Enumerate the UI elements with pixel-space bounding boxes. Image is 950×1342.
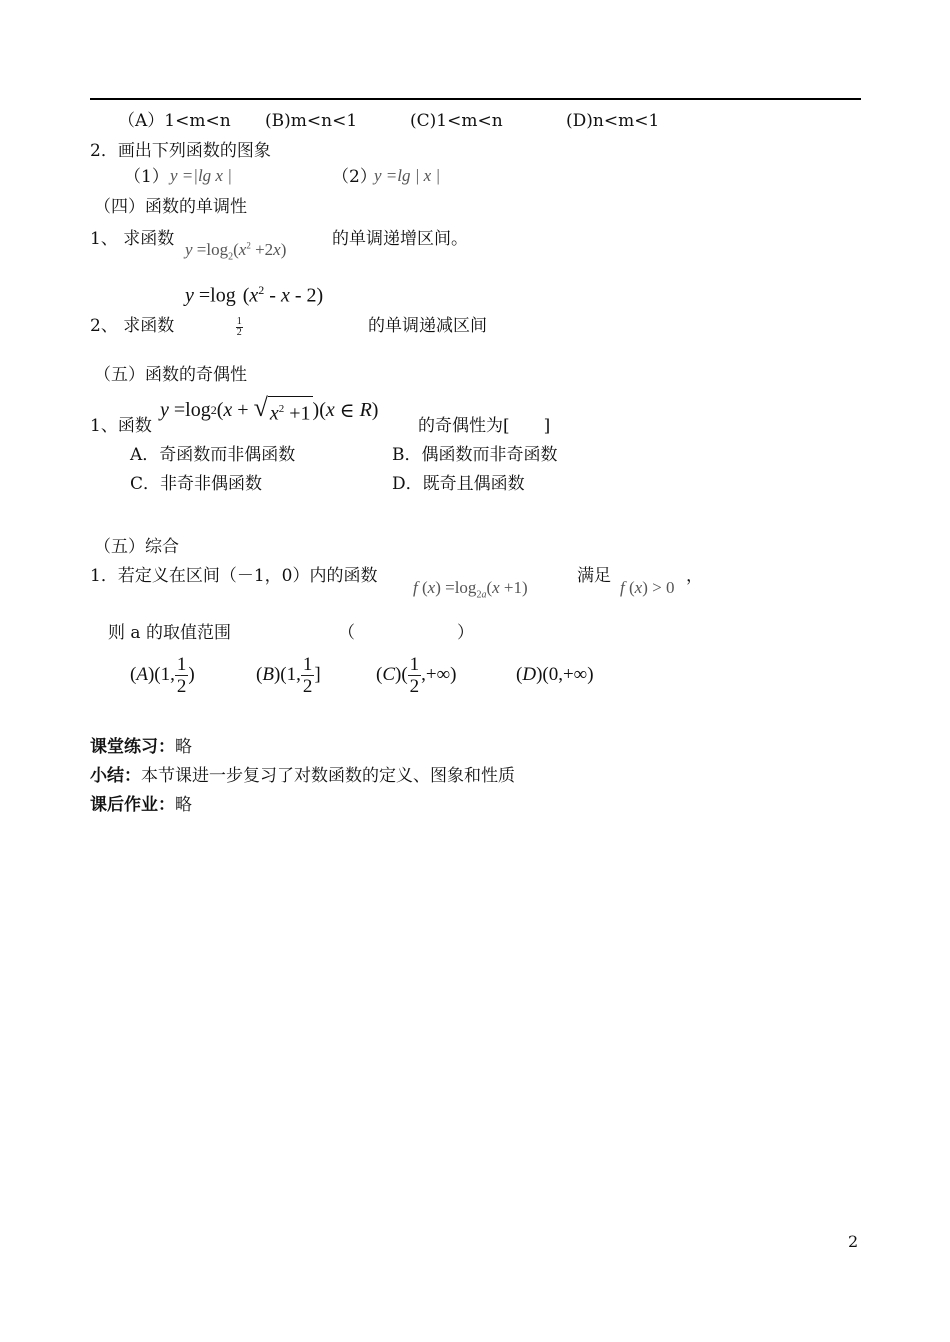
summary-label: 小结：: [90, 766, 141, 786]
section-6-option-b: (B)(1, $\frac{1}{2}$ ]: [256, 654, 321, 698]
question-2-text: 2．画出下列函数的图象: [90, 141, 271, 161]
homework-text: 略: [175, 795, 192, 815]
question-2-sub1-label: （1）: [124, 167, 169, 187]
prev-option-c: (C)1<m<n: [410, 111, 503, 131]
section-6-q1-line2: 则 a 的取值范围: [108, 623, 231, 643]
section-5-q1-prefix: 1、函数: [90, 416, 152, 436]
practice-label: 课堂练习：: [90, 737, 175, 757]
prev-option-a: （A）1<m<n: [118, 111, 231, 131]
summary-text: 本节课进一步复习了对数函数的定义、图象和性质: [141, 766, 515, 786]
section-6-q1-answer-paren: （ ）: [338, 623, 474, 643]
section-6-q1-condition: f (x) > 0: [620, 578, 675, 597]
practice-line: [90, 737, 192, 757]
page-number: 2: [848, 1232, 859, 1251]
section-6-q1-prefix: 1．若定义在区间（－1，0）内的函数: [90, 566, 378, 586]
section-5-option-c: C．非奇非偶函数: [130, 474, 263, 494]
practice-text: 略: [175, 737, 192, 757]
section-5-option-a: A．奇函数而非偶函数: [130, 445, 296, 465]
section-6-option-c: (C)( $\frac{1}{2}$ ,+∞): [376, 654, 457, 698]
section-4-q1-suffix: 的单调递增区间。: [332, 229, 468, 249]
section-6-option-a: (A)(1, $\frac{1}{2}$ ): [130, 654, 195, 698]
section-6-option-d: (D)(0,+∞): [516, 664, 594, 685]
section-4-q1-formula: $y =\log_2(x^2 +2x)$: [185, 240, 287, 263]
homework-line: [90, 795, 192, 815]
section-5-q1-suffix: 的奇偶性为[ ]: [418, 416, 551, 436]
section-6-q1-mid: 满足: [577, 566, 611, 586]
section-4-title: （四）函数的单调性: [94, 197, 247, 217]
homework-label: 课后作业：: [90, 795, 175, 815]
section-6-title: （五）综合: [94, 537, 179, 557]
section-4-q2-formula: y =log $\frac{1}{2}$ ($x^2$ - x - 2): [185, 283, 324, 338]
section-4-q2-prefix: 2、 求函数: [90, 316, 175, 336]
section-5-title: （五）函数的奇偶性: [94, 365, 247, 385]
section-5-option-d: D．既奇且偶函数: [392, 474, 525, 494]
section-4-q2-suffix: 的单调递减区间: [368, 316, 487, 336]
summary-line: [90, 766, 515, 786]
question-2-sub2-formula: y =lg | x |: [374, 166, 441, 185]
section-6-q1-comma: ，: [686, 566, 703, 586]
section-5-option-b: B．偶函数而非奇函数: [392, 445, 558, 465]
section-6-q1-function: f $(x) =\log_{2a}(x +1)$: [413, 578, 528, 601]
section-4-q1-prefix: 1、 求函数: [90, 229, 175, 249]
header-rule: [90, 98, 861, 100]
question-2-sub2-label: （2）: [332, 167, 377, 187]
question-2-sub1-formula: y =|lg x |: [170, 166, 232, 185]
prev-option-b: (B)m<n<1: [265, 111, 358, 131]
section-5-q1-formula: y =log 2 ( x + √ $x^2 +1$ )( x ∈ R ): [160, 393, 379, 425]
prev-option-d: (D)n<m<1: [566, 111, 660, 131]
